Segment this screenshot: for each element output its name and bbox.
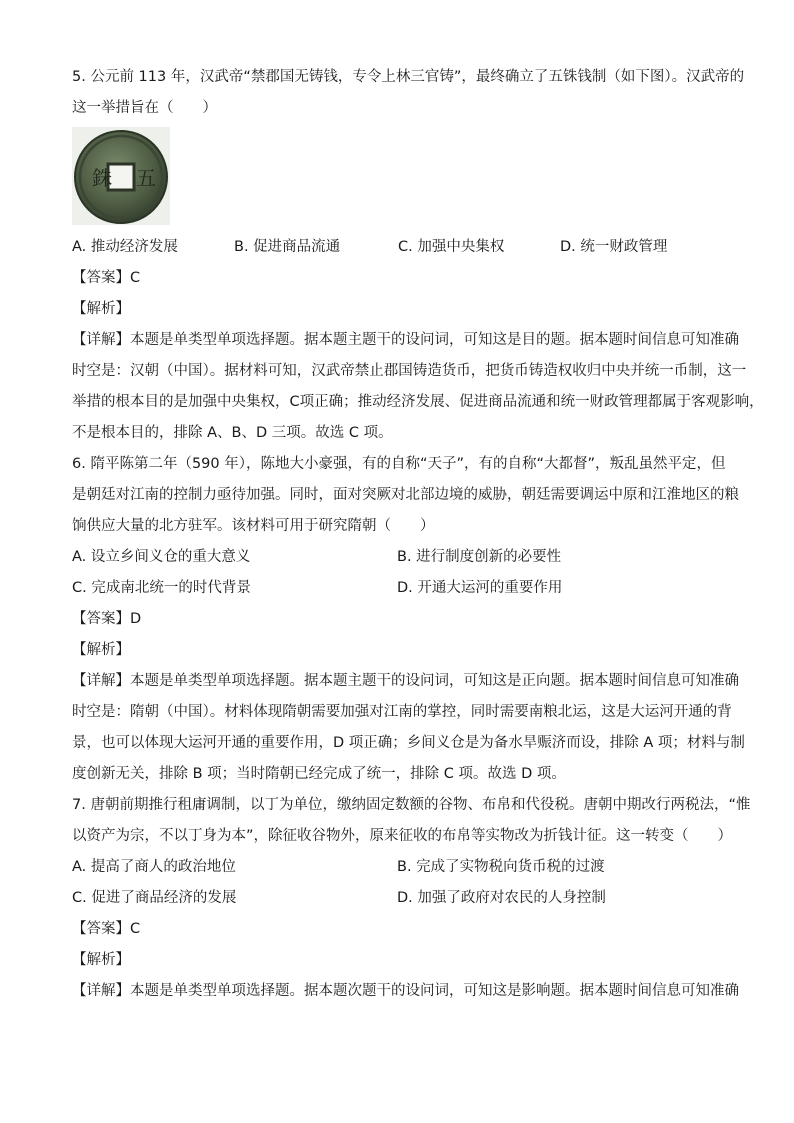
q7-option-b: B. 完成了实物税向货币税的过渡 [397,859,605,875]
q5-detail-line-1: 【详解】本题是单类型单项选择题。据本题主题干的设问词，可知这是目的题。据本题时间信息可知准确 [72,332,739,348]
q6-detail-line-4: 度创新无关，排除 B 项；当时隋朝已经完成了统一，排除 C 项。故选 D 项。 [72,766,566,782]
coin-char-right: 五 [136,166,156,190]
q6-option-b: B. 进行制度创新的必要性 [397,549,562,565]
q7-options-row-2 [72,883,722,914]
q5-answer: 【答案】C [72,270,141,286]
q6-options-row-2 [72,573,722,604]
q7-options-row-1 [72,852,722,883]
q6-stem-line-2: 是朝廷对江南的控制力亟待加强。同时，面对突厥对北部边境的威胁，朝廷需要调运中原和江淮地区的粮 [72,487,739,503]
q6-detail-line-2: 时空是：隋朝（中国）。材料体现隋朝需要加强对江南的掌控，同时需要南粮北运，这是大运河开通的背 [72,704,732,720]
q5-stem-line-2: 这一举措旨在（ ） [72,100,217,116]
q6-stem-line-3: 饷供应大量的北方驻军。该材料可用于研究隋朝（ ） [72,518,435,534]
q7-stem-line-1: 7. 唐朝前期推行租庸调制，以丁为单位，缴纳固定数额的谷物、布帛和代役税。唐朝中期改行两税法，“惟 [72,797,751,813]
q6-stem-line-1: 6. 隋平陈第二年（590 年），陈地大小豪强，有的自称“天子”，有的自称“大都督”，叛乱虽然平定，但 [72,456,726,472]
q5-detail-line-2: 时空是：汉朝（中国）。据材料可知，汉武帝禁止郡国铸造货币，把货币铸造权收归中央并统一币制，这一 [72,363,747,379]
q5-analysis-label: 【解析】 [72,301,130,317]
q7-option-d: D. 加强了政府对农民的人身控制 [397,890,606,906]
q6-detail-line-3: 景，也可以体现大运河开通的重要作用，D 项正确；乡间义仓是为备水旱赈济而设，排除 A 项；材料与制 [72,735,745,751]
q7-option-c: C. 促进了商品经济的发展 [72,890,237,906]
question-5 [72,62,764,449]
q6-options-row-1 [72,542,722,573]
q5-detail-line-3: 举措的根本目的是加强中央集权，C项正确；推动经济发展、促进商品流通和统一财政管理都属于客观影响， [72,394,764,410]
q7-answer: 【答案】C [72,921,141,937]
coin-image [72,127,722,225]
wuzhu-coin-illustration [72,127,170,225]
q7-detail-line-1: 【详解】本题是单类型单项选择题。据本题次题干的设问词，可知这是影响题。据本题时间信息可知准确 [72,983,739,999]
q6-analysis-label: 【解析】 [72,642,130,658]
q7-stem-line-2: 以资产为宗，不以丁身为本”，除征收谷物外，原来征收的布帛等实物改为折钱计征。这一转变（ ） [72,828,733,844]
question-6 [72,449,745,790]
q6-answer: 【答案】D [72,611,142,627]
coin-char-left: 銖 [92,166,112,190]
q5-options [72,232,722,263]
question-7 [72,790,751,1007]
q5-option-d: D. 统一财政管理 [560,239,668,255]
q5-detail-line-4: 不是根本目的，排除 A、B、D 三项。故选 C 项。 [72,425,393,441]
q6-option-d: D. 开通大运河的重要作用 [397,580,563,596]
q6-option-a: A. 设立乡间义仓的重大意义 [72,549,251,565]
q5-stem-line-1: 5. 公元前 113 年，汉武帝“禁郡国无铸钱，专令上林三官铸”，最终确立了五铢钱制（如下图）。汉武帝的 [72,69,745,85]
q5-option-a: A. 推动经济发展 [72,239,178,255]
q7-option-a: A. 提高了商人的政治地位 [72,859,236,875]
q6-detail-line-1: 【详解】本题是单类型单项选择题。据本题主题干的设问词，可知这是正向题。据本题时间信息可知准确 [72,673,739,689]
q5-option-b: B. 促进商品流通 [234,239,341,255]
q7-analysis-label: 【解析】 [72,952,130,968]
q5-option-c: C. 加强中央集权 [398,239,505,255]
document-page [72,62,764,1007]
q6-option-c: C. 完成南北统一的时代背景 [72,580,251,596]
